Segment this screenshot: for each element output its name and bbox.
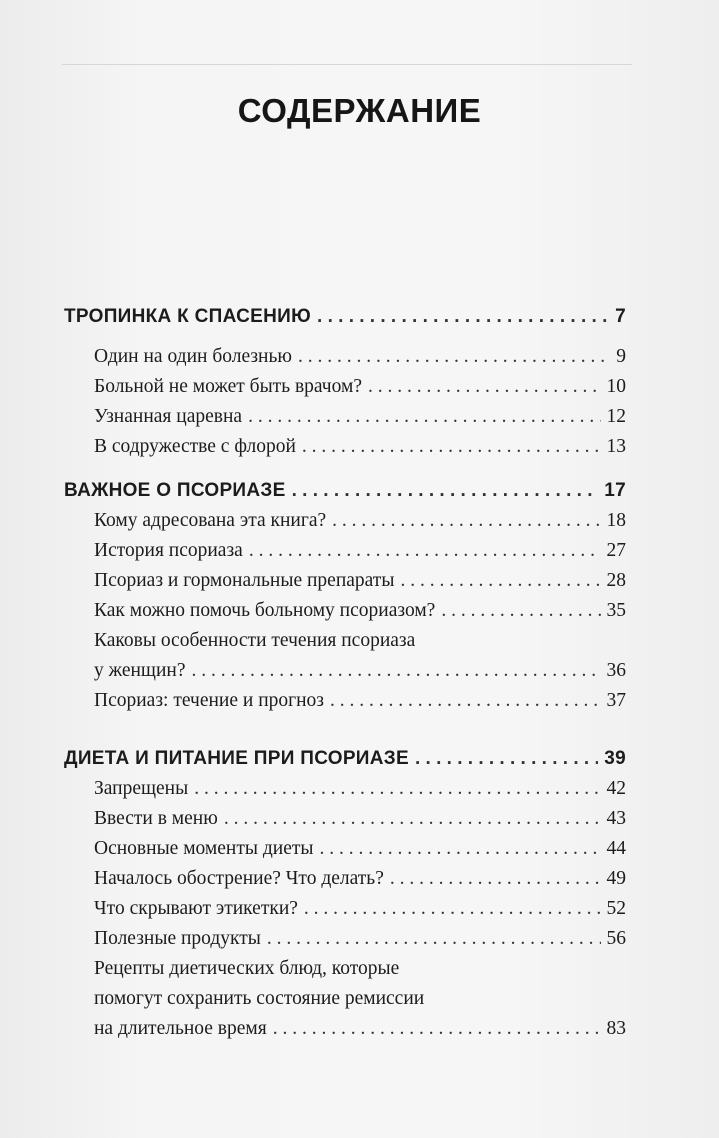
- toc-section-3[interactable]: [64, 744, 626, 774]
- leader-dots: [319, 834, 600, 864]
- item-title: Один на один болезнью: [94, 346, 292, 367]
- page-number: 7: [615, 306, 626, 327]
- item-title: Кому адресована эта книга?: [94, 510, 327, 531]
- item-title: История псориаза: [94, 540, 243, 561]
- leader-dots: [292, 476, 599, 506]
- leader-dots: [330, 686, 600, 716]
- page-number: 35: [606, 600, 626, 621]
- item-title: Узнанная царевна: [94, 406, 243, 427]
- page-number: 39: [604, 748, 626, 769]
- leader-dots: [368, 372, 601, 402]
- toc-item-line[interactable]: Рецепты диетических блюд, которые: [94, 958, 400, 979]
- item-title: Началось обострение? Что делать?: [94, 868, 384, 889]
- page-number: 36: [606, 660, 626, 681]
- page-number: 27: [606, 540, 626, 561]
- toc-item[interactable]: [64, 894, 626, 924]
- item-title: Псориаз: течение и прогноз: [94, 690, 325, 711]
- item-title: Запрещены: [94, 778, 189, 799]
- leader-dots: [191, 656, 600, 686]
- toc-item[interactable]: [64, 686, 626, 716]
- toc-item[interactable]: [64, 432, 626, 462]
- leader-dots: [249, 536, 601, 566]
- toc-item[interactable]: [64, 596, 626, 626]
- page-number: 10: [606, 376, 626, 397]
- page-number: 42: [606, 778, 626, 799]
- item-title: Основные моменты диеты: [94, 838, 314, 859]
- item-title: Ввести в меню: [94, 808, 218, 829]
- page-number: 28: [606, 570, 626, 591]
- item-title: Что скрывают этикетки?: [94, 898, 298, 919]
- leader-dots: [390, 864, 601, 894]
- toc-item[interactable]: [64, 804, 626, 834]
- top-rule: [62, 64, 632, 65]
- item-title: на длительное время: [94, 1018, 267, 1039]
- toc-item-line[interactable]: помогут сохранить состояние ремиссии: [94, 988, 425, 1009]
- toc-item[interactable]: [64, 566, 626, 596]
- leader-dots: [224, 804, 601, 834]
- toc-section-2[interactable]: [64, 476, 626, 506]
- leader-dots: [267, 924, 601, 954]
- toc-item-line[interactable]: Каковы особенности течения псориаза: [94, 630, 416, 651]
- page-title: СОДЕРЖАНИЕ: [237, 92, 482, 129]
- page-number: 56: [606, 928, 626, 949]
- leader-dots: [273, 1014, 601, 1044]
- section-title: ДИЕТА И ПИТАНИЕ ПРИ ПСОРИАЗЕ: [64, 748, 409, 769]
- toc-item[interactable]: [64, 924, 626, 954]
- leader-dots: [400, 566, 600, 596]
- page-number: 49: [606, 868, 626, 889]
- toc-item[interactable]: [64, 506, 626, 536]
- toc-item[interactable]: [64, 342, 626, 372]
- toc-item[interactable]: [64, 774, 626, 804]
- leader-dots: [317, 302, 609, 332]
- leader-dots: [194, 774, 600, 804]
- toc-item[interactable]: [64, 864, 626, 894]
- item-title: Псориаз и гормональные препараты: [94, 570, 395, 591]
- leader-dots: [248, 402, 600, 432]
- page-number: 83: [606, 1018, 626, 1039]
- toc-item[interactable]: [64, 372, 626, 402]
- item-title: у женщин?: [94, 660, 186, 681]
- page-number: 13: [606, 436, 626, 457]
- item-title: Больной не может быть врачом?: [94, 376, 362, 397]
- leader-dots: [332, 506, 600, 536]
- page-number: 44: [606, 838, 626, 859]
- page-number: 17: [604, 480, 626, 501]
- toc-item[interactable]: [64, 656, 626, 686]
- item-title: Как можно помочь больному псориазом?: [94, 600, 436, 621]
- page-number: 37: [606, 690, 626, 711]
- leader-dots: [304, 894, 601, 924]
- item-title: В содружестве с флорой: [94, 436, 296, 457]
- page-number: 18: [606, 510, 626, 531]
- leader-dots: [415, 744, 598, 774]
- toc-item[interactable]: [64, 1014, 626, 1044]
- section-title: ВАЖНОЕ О ПСОРИАЗЕ: [64, 480, 286, 501]
- section-title: ТРОПИНКА К СПАСЕНИЮ: [64, 306, 312, 327]
- page-number: 43: [606, 808, 626, 829]
- page-number: 12: [606, 406, 626, 427]
- page-number: 52: [606, 898, 626, 919]
- item-title: Полезные продукты: [94, 928, 261, 949]
- toc-item[interactable]: [64, 536, 626, 566]
- toc-item[interactable]: [64, 402, 626, 432]
- leader-dots: [441, 596, 600, 626]
- toc-section-1[interactable]: [64, 302, 626, 332]
- table-of-contents: [64, 302, 626, 1044]
- toc-item[interactable]: [64, 834, 626, 864]
- leader-dots: [302, 432, 601, 462]
- leader-dots: [298, 342, 610, 372]
- page-number: 9: [616, 346, 626, 367]
